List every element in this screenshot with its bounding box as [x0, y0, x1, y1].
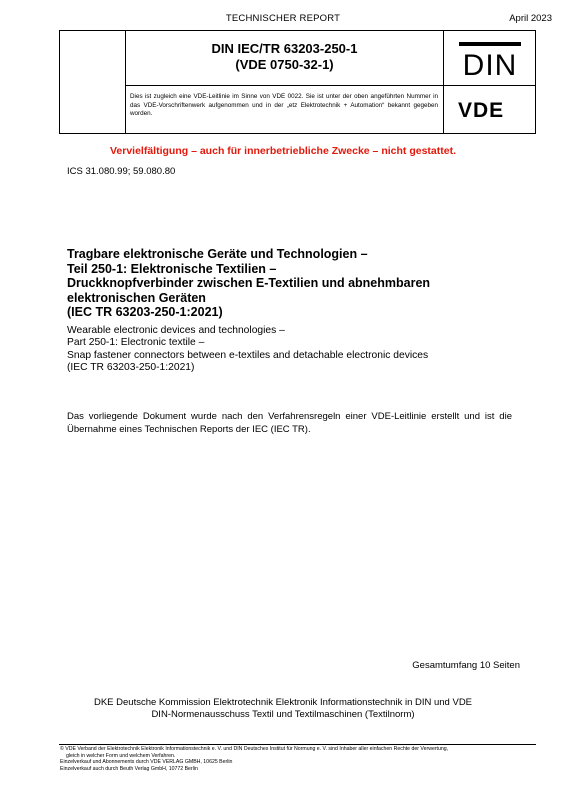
vde-note: Dies ist zugleich eine VDE-Leitlinie im Sinne von VDE 0022. Sie ist unter der oben angeführten Nummer in das VDE-Vorschriftenwerk aufgenommen und in der „etz Elektrotechnik + Automation“ bekannt gegeben worden.	[130, 93, 438, 118]
total-pages: Gesamtumfang 10 Seiten	[412, 660, 520, 671]
committee-line: DKE Deutsche Kommission Elektrotechnik Elektronik Informationstechnik in DIN und VDE	[93, 697, 473, 708]
procedure-note: Das vorliegende Dokument wurde nach den Verfahrensregeln einer VDE-Leitlinie erstellt und ist die Übernahme eines Technischen Reports der IEC (IEC TR).	[67, 411, 512, 435]
german-title-line: Teil 250-1: Elektronische Textilien –	[67, 261, 277, 276]
divider	[443, 31, 444, 133]
german-title	[67, 247, 507, 320]
german-title-line: Druckknopfverbinder zwischen E-Textilien und abnehmbaren	[67, 276, 431, 291]
sales-line: Einzelverkauf auch durch Beuth Verlag GmbH, 10772 Berlin	[60, 765, 198, 772]
committee-line: DIN-Normenausschuss Textil und Textilmaschinen (Textilnorm)	[151, 709, 415, 720]
document-number-vde: (VDE 0750-32-1)	[235, 57, 334, 72]
document-number	[126, 41, 443, 73]
german-title-line: (IEC TR 63203-250-1:2021)	[67, 305, 223, 320]
document-type: TECHNISCHER REPORT	[225, 13, 341, 24]
english-title	[67, 325, 517, 374]
english-title-line: Part 250-1: Electronic textile –	[67, 337, 205, 349]
din-logo	[458, 41, 522, 79]
copy-notice: Vervielfältigung – auch für innerbetriebliche Zwecke – nicht gestattet.	[109, 145, 456, 157]
publication-date: April 2023	[509, 13, 552, 24]
copyright-line: © VDE Verband der Elektrotechnik Elektronik Informationstechnik e. V. und DIN Deutsches Institut für Normung e. V. sind Inhaber aller einfachen Rechte der Verwertung,	[60, 746, 449, 752]
german-title-line: elektronischen Geräten	[67, 290, 206, 305]
english-title-line: Snap fastener connectors between e-textiles and detachable electronic devices	[67, 349, 429, 361]
sales-line: Einzelverkauf und Abonnements durch VDE VERLAG GMBH, 10625 Berlin	[60, 759, 233, 766]
english-title-line: Wearable electronic devices and technologies –	[67, 325, 285, 336]
footer	[60, 746, 540, 772]
german-title-line: Tragbare elektronische Geräte und Technologien –	[67, 247, 368, 261]
footer-divider	[59, 744, 536, 745]
title-block	[59, 30, 536, 134]
divider	[125, 85, 535, 86]
responsible-committees	[0, 697, 566, 721]
vde-logo: VDE	[458, 99, 505, 122]
english-title-line: (IEC TR 63203-250-1:2021)	[67, 361, 195, 373]
document-number-din: DIN IEC/TR 63203-250-1	[211, 41, 358, 56]
din-logo-text: DIN	[462, 49, 518, 79]
copyright-line: gleich in welcher Form und welchem Verfahren.	[66, 752, 176, 759]
ics-codes: ICS 31.080.99; 59.080.80	[67, 166, 176, 177]
